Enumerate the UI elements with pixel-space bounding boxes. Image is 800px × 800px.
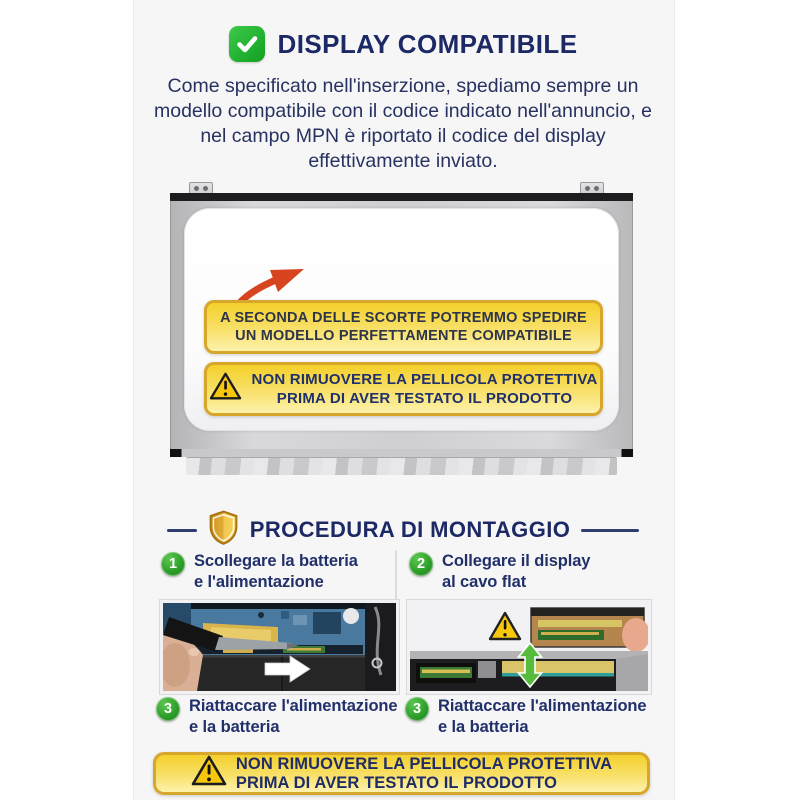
step-3-left-line2: e la batteria <box>189 718 280 736</box>
lcd-panel-illustration <box>170 182 633 474</box>
stock-note-line2: UN MODELLO PERFETTAMENTE COMPATIBILE <box>235 328 572 344</box>
stock-note-text <box>220 309 587 345</box>
page-title: DISPLAY COMPATIBILE <box>277 28 578 59</box>
warning-triangle-icon <box>191 755 227 792</box>
panel-top-edge <box>170 193 633 201</box>
gold-shield-icon <box>208 510 239 550</box>
intro-paragraph: Come specificato nell'inserzione, spediamo sempre un modello compatibile con il codice indicato nell'annuncio, e nel campo MPN è riportato il codice del display effettivamente inviato. <box>153 75 653 172</box>
step-3-right-label <box>438 696 646 738</box>
warning-triangle-icon <box>209 372 242 406</box>
step-1-line2: e l'alimentazione <box>194 573 324 591</box>
footer-warning-line2: PRIMA DI AVER TESTATO IL PRODOTTO <box>235 773 558 792</box>
film-warning-text <box>251 370 597 408</box>
step-1-line1: Scollegare la batteria <box>194 552 358 570</box>
step-2-line1: Collegare il display <box>442 552 591 570</box>
footer-warning-text <box>236 755 612 793</box>
step-1-number-badge: 1 <box>161 552 185 576</box>
step-3-right-line1: Riattaccare l'alimentazione <box>438 697 647 715</box>
step-2-photo-illustration <box>407 600 651 694</box>
stock-note-line1: A SECONDA DELLE SCORTE POTREMMO SPEDIRE <box>220 310 587 326</box>
step-2-label <box>442 551 590 593</box>
green-checkmark-icon <box>229 26 265 62</box>
stock-note-box <box>204 300 603 354</box>
footer-warning-line1: NON RIMUOVERE LA PELLICOLA PROTETTIVA <box>235 754 613 773</box>
step-3-left-label <box>189 696 397 738</box>
step-3-right <box>405 696 646 738</box>
procedure-title: PROCEDURA DI MONTAGGIO <box>249 517 571 542</box>
procedure-header <box>133 510 673 550</box>
film-warning-box <box>204 362 603 416</box>
page-header <box>133 26 673 62</box>
film-warning-line1: NON RIMUOVERE LA PELLICOLA PROTETTIVA <box>251 371 598 388</box>
film-warning-line2: PRIMA DI AVER TESTATO IL PRODOTTO <box>276 390 573 407</box>
connector-inset-photo <box>531 608 648 652</box>
step-3-left-number-badge: 3 <box>156 697 180 721</box>
step-1-photo-illustration <box>160 600 399 694</box>
step-1-label <box>194 551 358 593</box>
heading-rule-left <box>167 529 197 532</box>
step-2-line2: al cavo flat <box>442 573 527 591</box>
panel-foil-board <box>186 457 617 475</box>
step-3-right-number-badge: 3 <box>405 697 429 721</box>
step-1 <box>161 551 358 593</box>
heading-rule-right <box>581 529 639 532</box>
step-3-right-line2: e la batteria <box>438 718 529 736</box>
panel-bottom-edge <box>170 449 633 457</box>
step-2 <box>409 551 590 593</box>
step-2-number-badge: 2 <box>409 552 433 576</box>
step-3-left <box>156 696 397 738</box>
footer-warning-box <box>153 752 650 795</box>
step-3-left-line1: Riattaccare l'alimentazione <box>189 697 398 715</box>
